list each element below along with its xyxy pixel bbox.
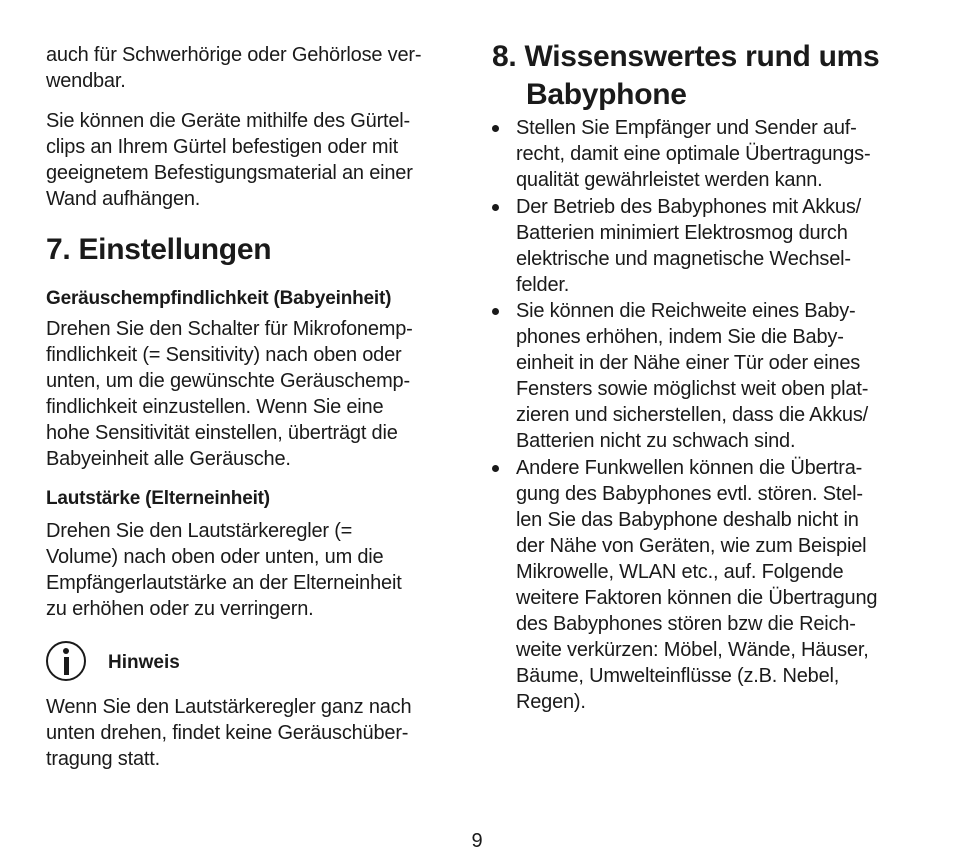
paragraph-line: zu erhöhen oder zu verringern. (46, 598, 314, 620)
list-item-line: gung des Babyphones evtl. stören. Stel- (516, 483, 863, 505)
bullet-icon (492, 204, 499, 211)
page-number: 9 (471, 830, 483, 852)
paragraph-line: Wenn Sie den Lautstärkeregler ganz nach (46, 696, 412, 718)
list-item-line: zieren und sicherstellen, dass die Akkus/ (516, 404, 868, 426)
list-item-line: len Sie das Babyphone deshalb nicht in (516, 509, 859, 531)
list-item-line: recht, damit eine optimale Übertragungs- (516, 143, 871, 165)
list-item-line: der Nähe von Geräten, wie zum Beispiel (516, 535, 867, 557)
list-item-line: Fensters sowie möglichst weit oben plat- (516, 378, 869, 400)
section-7-heading: 7. Einstellungen (46, 233, 272, 266)
paragraph-line: unten drehen, findet keine Geräuschüber- (46, 722, 409, 744)
list-item-line: Mikrowelle, WLAN etc., auf. Folgende (516, 561, 844, 583)
subheading-sensitivity: Geräuschempfindlichkeit (Babyeinheit) (46, 288, 392, 309)
bullet-icon (492, 125, 499, 132)
list-item-line: Andere Funkwellen können die Übertra- (516, 457, 863, 479)
paragraph-line: Drehen Sie den Schalter für Mikrofonemp- (46, 318, 413, 340)
list-item-line: Batterien minimiert Elektrosmog durch (516, 222, 848, 244)
paragraph-line: wendbar. (46, 70, 126, 92)
paragraph-line: Empfängerlautstärke an der Elterneinheit (46, 572, 402, 594)
paragraph-line: unten, um die gewünschte Geräuschemp- (46, 370, 410, 392)
bullet-icon (492, 465, 499, 472)
paragraph-line: hohe Sensitivität einstellen, überträgt die (46, 422, 398, 444)
list-item-line: phones erhöhen, indem Sie die Baby- (516, 326, 844, 348)
list-item-line: Regen). (516, 691, 586, 713)
bullet-icon (492, 308, 499, 315)
list-item-line: Sie können die Reichweite eines Baby- (516, 300, 856, 322)
paragraph-line: Sie können die Geräte mithilfe des Gürtel- (46, 110, 411, 132)
section-8-heading: 8. Wissenswertes rund ums (492, 40, 880, 73)
paragraph-line: findlichkeit (= Sensitivity) nach oben oder (46, 344, 402, 366)
paragraph-line: findlichkeit einzustellen. Wenn Sie eine (46, 396, 384, 418)
list-item-line: Batterien nicht zu schwach sind. (516, 430, 796, 452)
list-item-line: elektrische und magnetische Wechsel- (516, 248, 851, 270)
list-item-line: des Babyphones stören bzw die Reich- (516, 613, 856, 635)
list-item-line: felder. (516, 274, 570, 296)
section-8-heading-continued: Babyphone (526, 78, 687, 111)
paragraph-line: tragung statt. (46, 748, 160, 770)
list-item-line: Der Betrieb des Babyphones mit Akkus/ (516, 196, 862, 218)
list-item-line: einheit in der Nähe einer Tür oder eines (516, 352, 861, 374)
paragraph-line: Volume) nach oben oder unten, um die (46, 546, 384, 568)
paragraph-line: geeignetem Befestigungsmaterial an einer (46, 162, 413, 184)
list-item-line: weitere Faktoren können die Übertragung (516, 587, 878, 609)
info-icon (46, 641, 86, 681)
list-item-line: qualität gewährleistet werden kann. (516, 169, 823, 191)
list-item-line: Bäume, Umwelteinflüsse (z.B. Nebel, (516, 665, 840, 687)
hint-label: Hinweis (108, 652, 180, 673)
paragraph-line: Drehen Sie den Lautstärkeregler (= (46, 520, 353, 542)
list-item-line: weite verkürzen: Möbel, Wände, Häuser, (516, 639, 869, 661)
paragraph-line: Babyeinheit alle Geräusche. (46, 448, 291, 470)
list-item-line: Stellen Sie Empfänger und Sender auf- (516, 117, 857, 139)
paragraph-line: clips an Ihrem Gürtel befestigen oder mit (46, 136, 398, 158)
subheading-volume: Lautstärke (Elterneinheit) (46, 488, 270, 509)
paragraph-line: Wand aufhängen. (46, 188, 201, 210)
paragraph-line: auch für Schwerhörige oder Gehörlose ver- (46, 44, 422, 66)
